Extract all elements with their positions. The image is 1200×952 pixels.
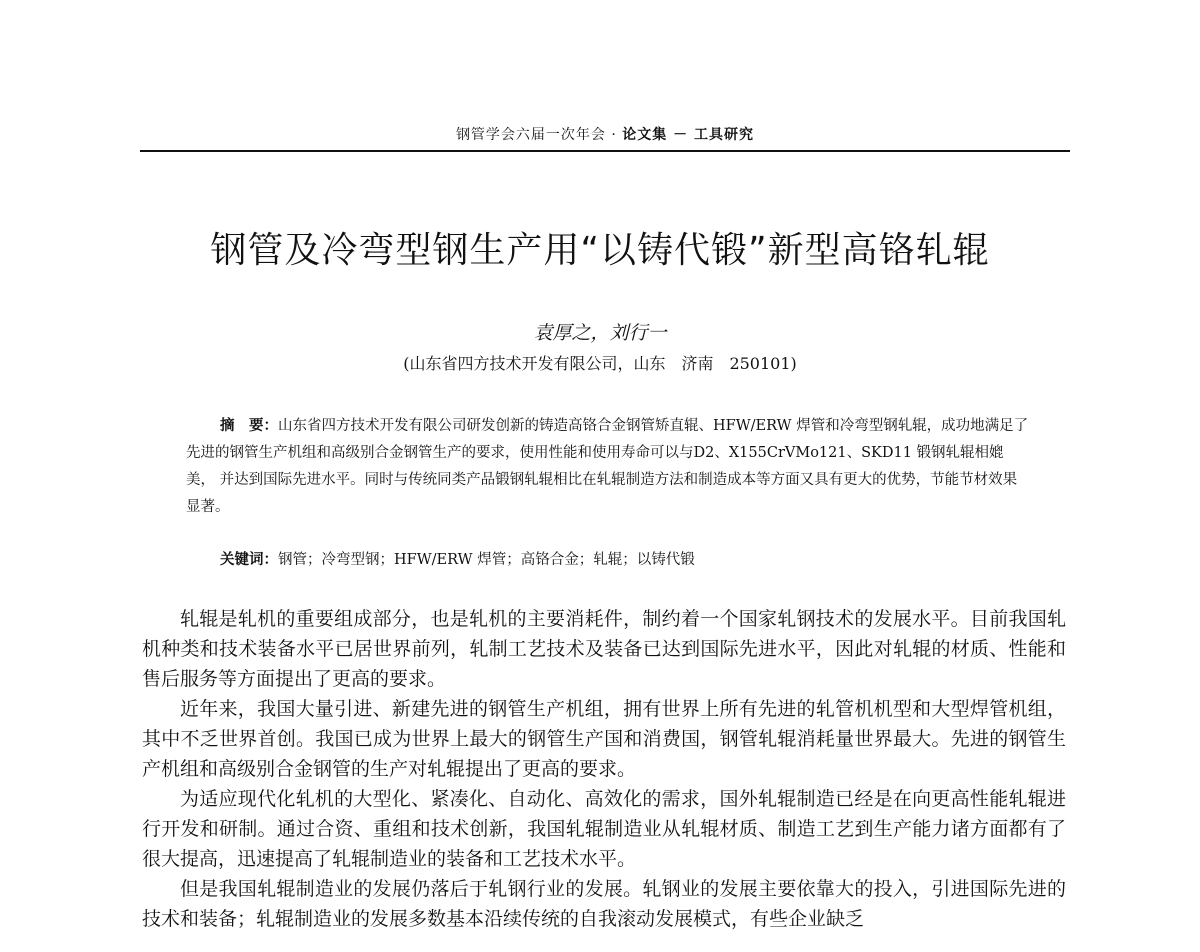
paragraph: 但是我国轧辊制造业的发展仍落后于轧钢行业的发展。轧钢业的发展主要依靠大的投入，引进国际先进的技术和装备；轧辊制造业的发展多数基本沿续传统的自我滚动发展模式，有些企业缺乏 <box>142 878 1066 930</box>
abstract-text: 山东省四方技术开发有限公司研发创新的铸造高铬合金钢管矫直辊、HFW/ERW 焊管和冷弯型钢轧辊，成功地满足了先进的钢管生产机组和高级别合金钢管生产的要求，使用性能和使用寿命可以与D2、X155CrVMo121、SKD11 锻钢轧辊相媲美， 并达到国际先进水平。同时与传统同类产品锻钢轧辊相比在轧辊制造方法和制造成本等方面又具有更大的优势，节能节材效果显著。 <box>186 418 1029 515</box>
abstract <box>186 412 1031 521</box>
paragraph: 为适应现代化轧机的大型化、紧凑化、自动化、高效化的需求，国外轧辊制造已经是在向更高性能轧辊进行开发和研制。通过合资、重组和技术创新，我国轧辊制造业从轧辊材质、制造工艺到生产能力诸方面都有了很大提高，迅速提高了轧辊制造业的装备和工艺技术水平。 <box>142 788 1066 870</box>
paragraph: 轧辊是轧机的重要组成部分，也是轧机的主要消耗件，制约着一个国家轧钢技术的发展水平。目前我国轧机种类和技术装备水平已居世界前列，轧制工艺技术及装备已达到国际先进水平，因此对轧辊的材质、性能和售后服务等方面提出了更高的要求。 <box>142 608 1066 690</box>
authors: 袁厚之，刘行一 <box>533 322 667 344</box>
affiliation: (山东省四方技术开发有限公司，山东 济南 250101) <box>403 354 797 373</box>
abstract-label: 摘 要： <box>220 417 278 434</box>
paper-title: 钢管及冷弯型钢生产用“以铸代锻”新型高铬轧辊 <box>210 230 990 271</box>
keywords <box>220 546 1040 574</box>
body-text <box>142 604 1066 934</box>
running-head-journal: 钢管学会六届一次年会 · <box>455 127 623 143</box>
running-head <box>140 124 1070 144</box>
keywords-text: 钢管；冷弯型钢；HFW/ERW 焊管；高铬合金；轧辊；以铸代锻 <box>278 552 695 568</box>
header-rule <box>140 150 1070 152</box>
running-head-section: 论文集 － 工具研究 <box>622 127 755 143</box>
paragraph: 近年来，我国大量引进、新建先进的钢管生产机组，拥有世界上所有先进的轧管机机型和大型焊管机组，其中不乏世界首创。我国已成为世界上最大的钢管生产国和消费国，钢管轧辊消耗量世界最大。先进的钢管生产机组和高级别合金钢管的生产对轧辊提出了更高的要求。 <box>142 698 1066 780</box>
keywords-label: 关键词： <box>220 551 278 568</box>
